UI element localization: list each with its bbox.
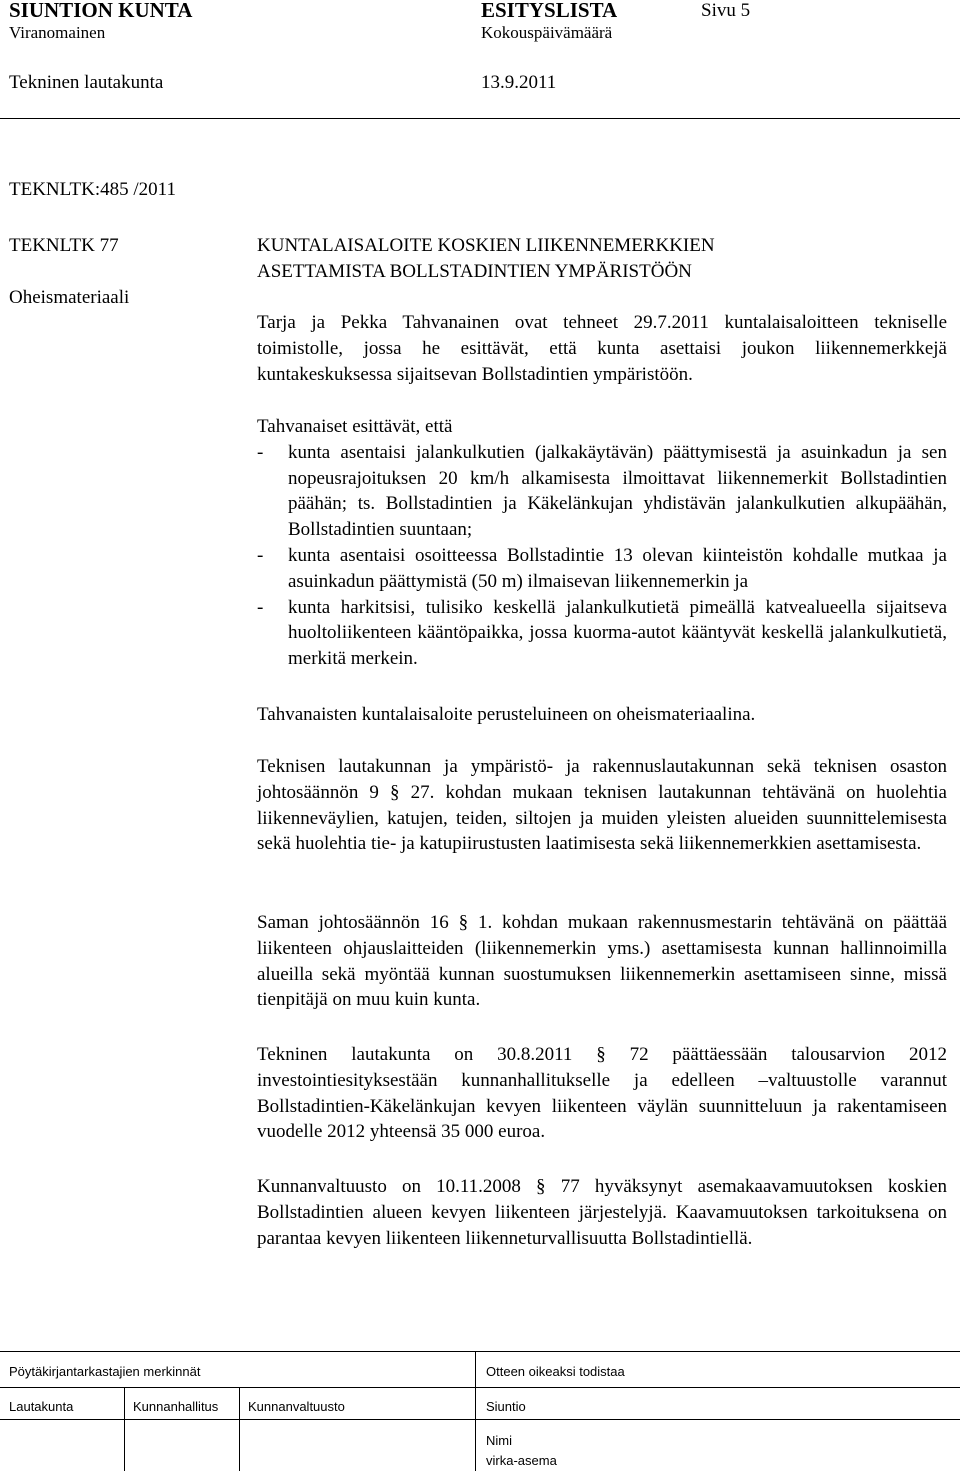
authority-name: Tekninen lautakunta [9,72,164,93]
paragraph-text: Saman johtosäännön 16 § 1. kohdan mukaan rakennusmestarin tehtävänä on päättää liikenteen ohjauslaitteiden (liikennemerkin yms.) asettamisesta kunnan hallinnoimilla alueilla sekä myöntää kunnan suostumuksen liikennemerkin asettamiseen sinne, missä tienpitäjä on muu kuin kunta. [257,912,947,1011]
list-item [257,595,947,672]
list-dash: - [257,441,264,463]
footer-name-label: Nimi [486,1433,512,1448]
initials-label: Pöytäkirjantarkastajien merkinnät [9,1364,201,1379]
paragraph-regulation-9 [257,754,947,857]
list-item-text: kunta asentaisi osoitteessa Bollstadintie 13 olevan kiinteistön kohdalle mutkaa ja asuinkadun päättymistä (50 m) ilmaisevan liikennemerkin ja [288,544,947,592]
page-number: Sivu 5 [701,0,751,21]
case-title-line2: ASETTAMISTA BOLLSTADINTIEN YMPÄRISTÖÖN [257,261,692,282]
case-title-line1: KUNTALAISALOITE KOSKIEN LIIKENNEMERKKIEN [257,235,715,256]
paragraph-text: Tahvanaisten kuntalaisaloite perusteluineen on oheismateriaalina. [257,704,756,725]
list-item-text: kunta asentaisi jalankulkutien (jalkakäytävän) päättymisestä ja asuinkadun ja sen nopeusrajoituksen 20 km/h alkamisesta ilmoittavat liikennemerkit Bollstadintien päähän; ts. Bollstadintien ja Käkelänkujan yhdistävän jalankulkutien alkupäähän, Bollstadintien suuntaan; [288,441,947,541]
authority-label: Viranomainen [9,23,106,42]
list-item [257,440,947,543]
proposals-section [257,414,947,672]
proposals-intro: Tahvanaiset esittävät, että [257,416,453,437]
footer-col-council: Kunnanvaltuusto [248,1399,345,1414]
paragraph-budget [257,1042,947,1145]
footer-col-executive: Kunnanhallitus [133,1399,219,1414]
meeting-date: 13.9.2011 [481,72,557,93]
certified-label: Otteen oikeaksi todistaa [486,1364,625,1379]
attachment-label: Oheismateriaali [9,287,130,308]
paragraph-text: Tarja ja Pekka Tahvanainen ovat tehneet 29.7.2011 kuntalaisaloitteen tekniselle toimistolle, jossa he esittävät, että kunta asettaisi joukon liikennemerkkejä kuntakeskuksessa sijaitsevan Bollstadintien ympäristöön. [257,312,947,385]
paragraph-initiative [257,310,947,387]
org-name: SIUNTION KUNTA [9,0,193,22]
paragraph-regulation-16 [257,910,947,1013]
list-dash: - [257,544,264,566]
case-ref: TEKNLTK:485 /2011 [9,179,176,200]
paragraph-text: Teknisen lautakunnan ja ympäristö- ja rakennuslautakunnan sekä teknisen osaston johtosäännön 9 § 27. kohdan mukaan teknisen lautakunnan tehtävänä on huolehtia liikenneväylien, katujen, teiden, siltojen ja muiden yleisten alueiden suunnittelemisesta sekä huolehtia tie- ja katupiirustusten laatimisesta sekä liikennemerkkien asettamisesta. [257,756,947,855]
paragraph-attachment [257,702,947,728]
footer-title-label: virka-asema [486,1453,557,1468]
doc-type: ESITYSLISTA [481,0,618,22]
footer-col-board: Lautakunta [9,1399,74,1414]
list-item [257,543,947,595]
header-rule [0,118,960,119]
paragraph-text: Tekninen lautakunta on 30.8.2011 § 72 päättäessään talousarvion 2012 investointiesityksestään kunnanhallitukselle ja edelleen –valtuustolle varannut Bollstadintien-Käkelänkujan kevyen liikenteen väylän suunnitteluun ja rakentamiseen vuodelle 2012 yhteensä 35 000 euroa. [257,1044,947,1143]
proposal-list [257,440,947,672]
list-item-text: kunta harkitsisi, tulisiko keskellä jalankulkutietä pimeällä katvealueella sijaitseva huoltoliikenteen kääntöpaikka, jossa kuorma-autot kääntyvät keskellä jalankulkutietä, merkitä merkein. [288,596,947,670]
meeting-date-label: Kokouspäivämäärä [481,23,613,42]
list-dash: - [257,596,264,618]
paragraph-council [257,1174,947,1251]
paragraph-text: Kunnanvaltuusto on 10.11.2008 § 77 hyväksynyt asemakaavamuutoksen koskien Bollstadintien alueen kevyen liikenteen järjestelyjä. Kaavamuutoksen tarkoituksena on parantaa kevyen liikenteen liikenneturvallisuutta Bollstadintiellä. [257,1176,947,1249]
footer-place: Siuntio [486,1399,526,1414]
section-number: TEKNLTK 77 [9,235,119,256]
